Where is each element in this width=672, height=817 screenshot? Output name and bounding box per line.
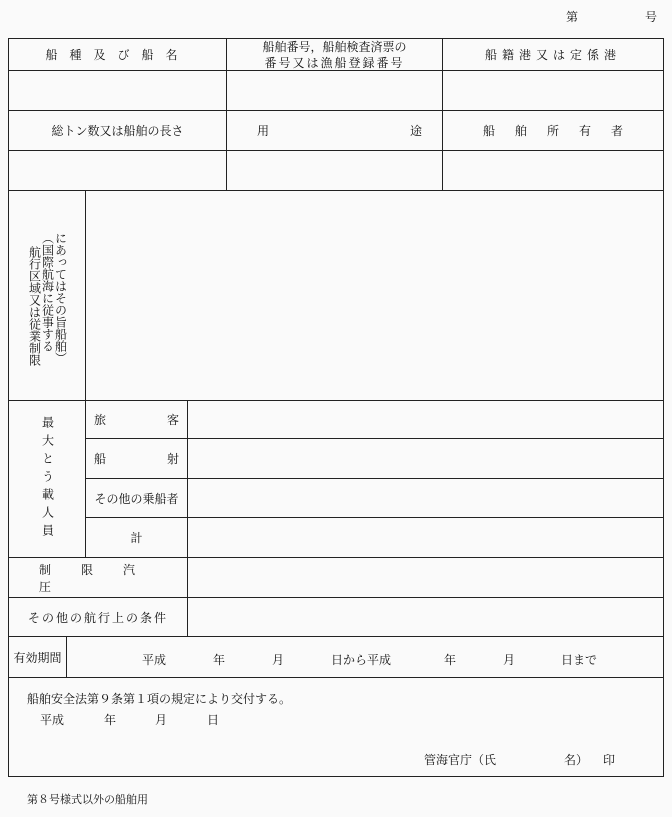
tonnage-field[interactable]	[8, 150, 227, 191]
other-conditions-field[interactable]	[187, 597, 664, 637]
label: その他の航行上の条件	[27, 610, 168, 625]
label: 船舶番号，船舶検査済票の	[262, 39, 407, 54]
label: 航行区域又は従業制限	[27, 245, 42, 366]
crew-field[interactable]	[187, 438, 664, 479]
capacity-header	[8, 400, 86, 558]
label: 途	[409, 124, 422, 138]
total-label	[85, 517, 188, 558]
label: その他の乗船者	[94, 491, 179, 506]
issue-date: 平成	[40, 713, 65, 727]
label: 船籍港又は定係港	[484, 48, 621, 62]
label: 射	[166, 452, 179, 466]
label: 旅	[94, 413, 107, 427]
validity-text: 年	[213, 653, 226, 667]
total-field[interactable]	[187, 517, 664, 558]
ship-number-field[interactable]	[226, 70, 443, 111]
validity-label	[8, 636, 67, 678]
issuing-authority: 管海官庁（氏	[424, 753, 497, 767]
route-header	[8, 190, 86, 401]
port-header	[442, 38, 664, 71]
label: にあってはその旨船舶）	[53, 231, 68, 364]
ship-name-field[interactable]	[8, 70, 227, 111]
use-header	[226, 110, 443, 151]
seal-mark: 印	[603, 753, 616, 767]
label: 船	[94, 452, 107, 466]
label: 番号又は漁船登録番号	[264, 55, 405, 70]
label: 有効期間	[13, 650, 62, 665]
crew-label	[85, 438, 188, 479]
passengers-field[interactable]	[187, 400, 664, 439]
ship-number-header	[226, 38, 443, 71]
pressure-label	[8, 557, 188, 598]
issuing-authority: 名）	[564, 753, 589, 767]
ship-name-header	[8, 38, 227, 71]
owner-field[interactable]	[442, 150, 664, 191]
issue-date: 年	[104, 713, 117, 727]
validity-text: 日まで	[561, 653, 598, 667]
passengers-label	[85, 400, 188, 439]
label: 客	[166, 413, 179, 427]
issue-date: 月	[155, 713, 168, 727]
number-suffix: 号	[645, 10, 658, 24]
pressure-field[interactable]	[187, 557, 664, 598]
validity-text: 月	[503, 653, 516, 667]
issue-statement: 船舶安全法第９条第１項の規定により交付する。	[27, 692, 292, 706]
others-label	[85, 478, 188, 518]
owner-header	[442, 110, 664, 151]
label: 最大とう載人員	[40, 416, 55, 542]
validity-text: 日から平成	[331, 653, 392, 667]
validity-text: 年	[444, 653, 457, 667]
label: 制限汽圧	[39, 562, 166, 594]
others-field[interactable]	[187, 478, 664, 518]
validity-text: 平成	[142, 653, 167, 667]
label: 計	[130, 531, 143, 545]
label: （国際航海に従事する	[40, 231, 55, 352]
label: 総トン数又は船舶の長さ	[51, 124, 184, 138]
other-conditions-label	[8, 597, 188, 637]
label: 用	[257, 124, 270, 138]
number-prefix: 第	[566, 10, 579, 24]
footer-note: 第８号様式以外の船舶用	[27, 793, 148, 806]
tonnage-header	[8, 110, 227, 151]
use-field[interactable]	[226, 150, 443, 191]
validity-text: 月	[272, 653, 285, 667]
issue-date: 日	[207, 713, 220, 727]
port-field[interactable]	[442, 70, 664, 111]
label: 船種及び船名	[45, 48, 190, 62]
label: 船舶所有者	[482, 124, 643, 138]
route-field[interactable]	[85, 190, 664, 401]
